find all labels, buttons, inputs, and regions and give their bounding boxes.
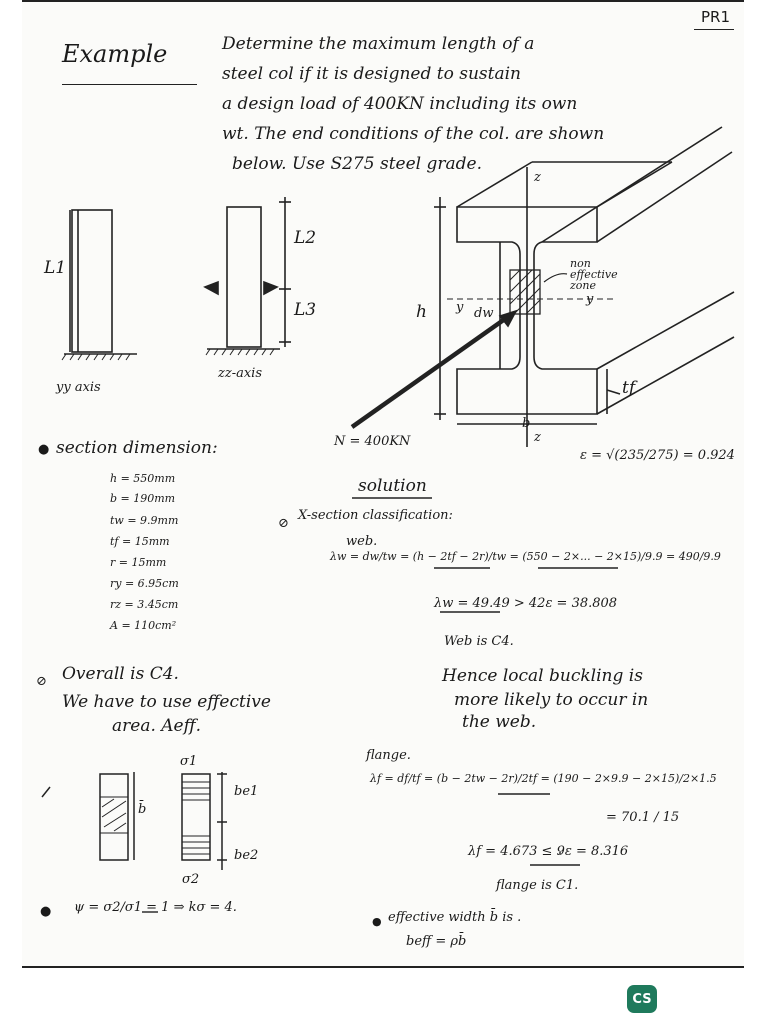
- overall-note-2: area. Aeff.: [112, 716, 202, 736]
- problem-line-2: steel col if it is designed to sustain: [222, 64, 521, 84]
- lambda-f-intermediate: = 70.1 / 15: [606, 810, 680, 825]
- classification-title: X-section classification:: [298, 508, 453, 523]
- web-class: Web is C4.: [444, 634, 514, 649]
- web-label: web.: [346, 534, 378, 549]
- label-L3: L3: [294, 300, 317, 320]
- label-b-bar: b̄: [138, 802, 147, 817]
- dim-rz: rz = 3.45cm: [110, 598, 179, 611]
- label-h: h: [416, 302, 427, 322]
- i-section-drawing: [352, 127, 734, 447]
- label-z-bottom: z: [534, 430, 541, 445]
- label-z-top: z: [534, 170, 541, 185]
- flange-class: flange is C1.: [496, 878, 579, 893]
- problem-line-3: a design load of 400KN including its own: [222, 94, 578, 114]
- bullet-section-dimension: ●: [38, 442, 50, 457]
- solution-title: solution: [358, 476, 427, 496]
- dim-r: r = 15mm: [110, 556, 167, 569]
- problem-line-5: below. Use S275 steel grade.: [232, 154, 482, 174]
- lambda-f-equation: λf = df/tf = (b − 2tw − 2r)/2tf = (190 − 2×9.9 − 2×15)/2×1.5: [370, 772, 717, 785]
- dim-ry: ry = 6.95cm: [110, 577, 179, 590]
- label-L1: L1: [44, 258, 67, 278]
- label-y-right: y: [586, 292, 594, 307]
- local-buckling-2: more likely to occur in: [454, 690, 649, 710]
- dim-h: h = 550mm: [110, 472, 176, 485]
- column-yy-axis: [62, 210, 137, 360]
- label-y-left: y: [456, 300, 464, 315]
- flange-label: flange.: [366, 748, 411, 763]
- label-zz-axis: zz-axis: [218, 366, 263, 381]
- label-dw: dw: [474, 306, 494, 321]
- label-non-effective-zone: non effective zone: [570, 257, 618, 292]
- effective-width-line-1: effective width b̄ is .: [388, 910, 522, 925]
- bullet-classification: ⊘: [278, 516, 289, 531]
- effective-width-line-2: beff = ρb̄: [406, 934, 467, 949]
- label-load: N = 400KN: [334, 434, 411, 449]
- label-L2: L2: [294, 228, 317, 248]
- label-sigma2: σ2: [182, 872, 200, 887]
- bullet-overall: ⊘: [36, 674, 47, 689]
- lambda-w-result: λw = 49.49 > 42ε = 38.808: [434, 596, 618, 611]
- camscanner-logo: CS: [627, 985, 657, 1013]
- lambda-f-result: λf = 4.673 ≤ 9ε = 8.316: [468, 844, 629, 859]
- epsilon-value: ε = √(235/275) = 0.924: [580, 448, 735, 463]
- page-number: PR1: [700, 8, 730, 26]
- section-dimension-title: section dimension:: [56, 438, 218, 458]
- label-be1: be1: [234, 784, 259, 799]
- dim-tw: tw = 9.9mm: [110, 514, 179, 527]
- problem-line-1: Determine the maximum length of a: [222, 34, 535, 54]
- column-zz-axis: [205, 197, 291, 355]
- problem-line-4: wt. The end conditions of the col. are shown: [222, 124, 605, 144]
- label-sigma1: σ1: [180, 754, 198, 769]
- label-tf: tf: [622, 378, 636, 398]
- dim-b: b = 190mm: [110, 492, 176, 505]
- psi-equation: ψ = σ2/σ1 = 1 ⇒ kσ = 4.: [74, 900, 237, 915]
- lambda-w-equation: λw = dw/tw = (h − 2tf − 2r)/tw = (550 − 2×... − 2×15)/9.9 = 490/9.9: [330, 550, 721, 563]
- local-buckling-1: Hence local buckling is: [442, 666, 643, 686]
- label-yy-axis: yy axis: [56, 380, 101, 395]
- notebook-page: [22, 0, 744, 968]
- example-heading: Example: [62, 40, 168, 68]
- bullet-effective-width: ●: [372, 915, 382, 928]
- local-buckling-3: the web.: [462, 712, 537, 732]
- stress-distribution-figure: [42, 772, 227, 870]
- label-be2: be2: [234, 848, 259, 863]
- overall-note-1: We have to use effective: [62, 692, 271, 712]
- dim-A: A = 110cm²: [110, 619, 177, 632]
- overall-title: Overall is C4.: [62, 664, 179, 684]
- label-b: b: [522, 416, 531, 431]
- bullet-psi: ●: [40, 904, 52, 919]
- dim-tf: tf = 15mm: [110, 535, 170, 548]
